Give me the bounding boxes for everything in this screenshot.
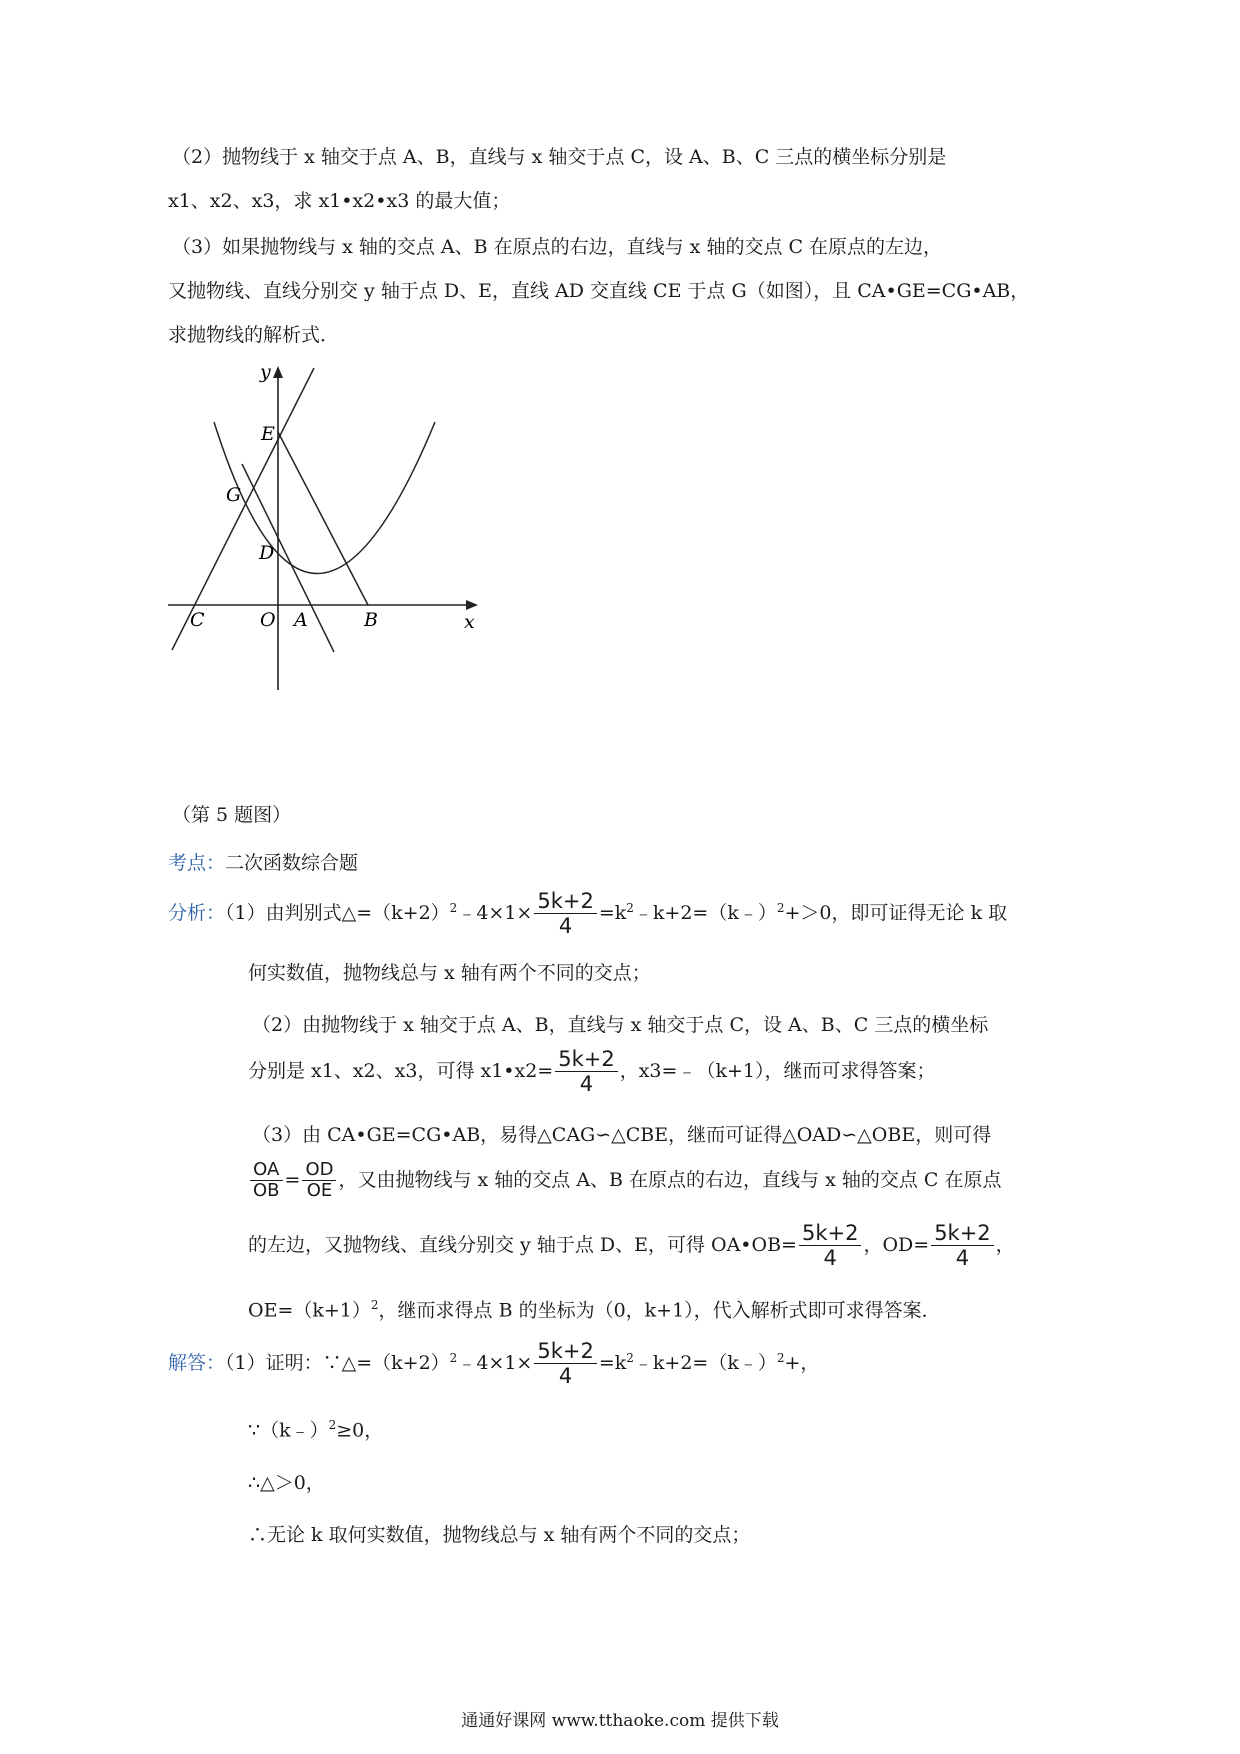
fenxi-p3-line-3	[248, 1222, 1015, 1270]
jieda-l1-fraction	[534, 1340, 596, 1388]
fenxi-p3-frac-od-oe	[302, 1160, 336, 1201]
kaodian-label: 考点：	[168, 852, 226, 874]
jieda-frac-den: 4	[558, 1364, 573, 1389]
parabola-figure	[150, 360, 540, 700]
fenxi-p2-line-2	[248, 1048, 935, 1096]
fenxi-p1-frac-den: 4	[558, 914, 573, 939]
fenxi-p1-fraction	[534, 890, 596, 938]
label-g: G	[226, 484, 242, 506]
label-o: O	[260, 609, 276, 631]
fenxi-p3-a: ，又由抛物线与 x 轴的交点 A、B 在原点的右边，直线与 x 轴的交点 C 在原点	[338, 1168, 1002, 1191]
fenxi-p3-frac-oa-ob	[250, 1160, 283, 1201]
frac-ob: OB	[253, 1179, 280, 1201]
question-2-line-1: （2）抛物线于 x 轴交于点 A、B，直线与 x 轴交于点 C，设 A、B、C 三点的横坐标分别是	[172, 146, 947, 168]
parabola-curve	[214, 422, 435, 574]
fenxi-p3-frac2-num: 5k+2	[931, 1222, 993, 1246]
jieda-l1-sup1: 2	[449, 1350, 458, 1365]
label-x: x	[464, 611, 475, 633]
fenxi-p2-frac-num: 5k+2	[555, 1048, 617, 1072]
question-2-line-2: x1、x2、x3，求 x1•x2•x3 的最大值；	[168, 190, 511, 212]
fenxi-p1-a: （1）由判别式△=（k+2）	[225, 902, 450, 925]
frac-oe: OE	[306, 1179, 333, 1201]
fenxi-p1-sup3: 2	[776, 900, 785, 915]
jieda-l1-d: ﹣k+2=（k﹣）	[633, 1352, 777, 1375]
jieda-l1-sup3: 2	[776, 1350, 785, 1365]
jieda-line-3: ∴△＞0，	[248, 1472, 325, 1494]
fenxi-p1-d: ﹣k+2=（k﹣）	[633, 902, 777, 925]
fenxi-p2-line-1: （2）由抛物线于 x 轴交于点 A、B，直线与 x 轴交于点 C，设 A、B、C 三点的横坐标	[252, 1014, 989, 1036]
fenxi-p2-a: 分别是 x1、x2、x3，可得 x1•x2=	[248, 1060, 554, 1083]
fenxi-p2-b: ，x3=﹣（k+1），继而可求得答案；	[619, 1060, 936, 1083]
fenxi-p3-line-4	[248, 1298, 941, 1322]
kaodian-text: 二次函数综合题	[225, 852, 359, 874]
jieda-l2-sup: 2	[328, 1418, 337, 1432]
fenxi-p3-c: ，OD=	[863, 1234, 930, 1257]
fenxi-p1-sup1: 2	[449, 900, 458, 915]
fenxi-row-1	[168, 890, 1007, 938]
question-3-line-3: 求抛物线的解析式．	[168, 324, 340, 346]
fenxi-p3-e: OE=（k+1）	[248, 1299, 371, 1322]
jieda-l1-c: =k	[598, 1352, 627, 1375]
fenxi-p1-e: +＞0，即可证得无论 k 取	[784, 902, 1008, 925]
question-3-line-1: （3）如果抛物线与 x 轴的交点 A、B 在原点的右边，直线与 x 轴的交点 C 在原点的左边，	[172, 236, 943, 258]
label-b: B	[364, 609, 378, 631]
line-ce	[172, 368, 314, 650]
frac-od: OD	[302, 1160, 336, 1181]
line-ad	[242, 464, 334, 652]
jieda-frac-num: 5k+2	[534, 1340, 596, 1364]
frac-oa: OA	[250, 1160, 283, 1181]
jieda-l1-e: +，	[784, 1352, 820, 1375]
fenxi-p3-eq: =	[284, 1168, 301, 1191]
fenxi-label: 分析：	[168, 902, 226, 925]
jieda-line-2	[248, 1418, 383, 1442]
fenxi-p3-f: ，继而求得点 B 的坐标为（0，k+1），代入解析式即可求得答案．	[378, 1299, 941, 1322]
page-footer: 通通好课网 www.tthaoke.com 提供下载	[461, 1711, 779, 1731]
question-3-line-2: 又抛物线、直线分别交 y 轴于点 D、E，直线 AD 交直线 CE 于点 G（如图），且 CA•GE=CG•AB，	[168, 280, 1030, 302]
fenxi-p1-c: =k	[598, 902, 627, 925]
fenxi-p1-b: ﹣4×1×	[457, 902, 533, 925]
fenxi-p3-fraction-2	[931, 1222, 993, 1270]
fenxi-p3-d: ，	[995, 1234, 1015, 1257]
label-a: A	[294, 609, 308, 631]
jieda-l1-b: ﹣4×1×	[457, 1352, 533, 1375]
label-d: D	[259, 542, 275, 564]
fenxi-p2-fraction	[555, 1048, 617, 1096]
fenxi-p3-sup: 2	[370, 1298, 379, 1312]
fenxi-p1-frac-num: 5k+2	[534, 890, 596, 914]
line-eb	[278, 432, 368, 605]
fenxi-p1-sup2: 2	[626, 900, 634, 915]
label-y: y	[260, 361, 271, 383]
fenxi-p3-frac1-num: 5k+2	[799, 1222, 861, 1246]
jieda-l1-a: （1）证明：∵△=（k+2）	[225, 1352, 450, 1375]
fenxi-p3-frac2-den: 4	[955, 1246, 970, 1271]
fenxi-p3-frac1-den: 4	[823, 1246, 837, 1271]
fenxi-p2-frac-den: 4	[579, 1072, 594, 1097]
label-e: E	[261, 423, 275, 445]
jieda-row-1	[168, 1340, 819, 1388]
kaodian-row	[168, 852, 358, 875]
x-axis-arrow	[466, 600, 478, 610]
fenxi-p3-line-2	[248, 1160, 1001, 1201]
jieda-l2-b: ≥0，	[336, 1419, 384, 1442]
y-axis-arrow	[273, 366, 283, 378]
figure-caption: （第 5 题图）	[172, 804, 292, 826]
fenxi-p3-fraction-1	[799, 1222, 861, 1270]
jieda-l2-a: ∵（k﹣）	[248, 1419, 329, 1442]
jieda-l1-sup2: 2	[626, 1350, 634, 1365]
label-c: C	[190, 609, 205, 631]
fenxi-p1-line-2: 何实数值，抛物线总与 x 轴有两个不同的交点；	[248, 962, 651, 984]
fenxi-p3-b: 的左边，又抛物线、直线分别交 y 轴于点 D、E，可得 OA•OB=	[248, 1234, 797, 1257]
jieda-line-4: ∴无论 k 取何实数值，抛物线总与 x 轴有两个不同的交点；	[248, 1524, 751, 1546]
fenxi-p3-line-1: （3）由 CA•GE=CG•AB，易得△CAG∽△CBE，继而可证得△OAD∽△OBE，则可得	[252, 1124, 992, 1146]
jieda-label: 解答：	[168, 1352, 226, 1375]
